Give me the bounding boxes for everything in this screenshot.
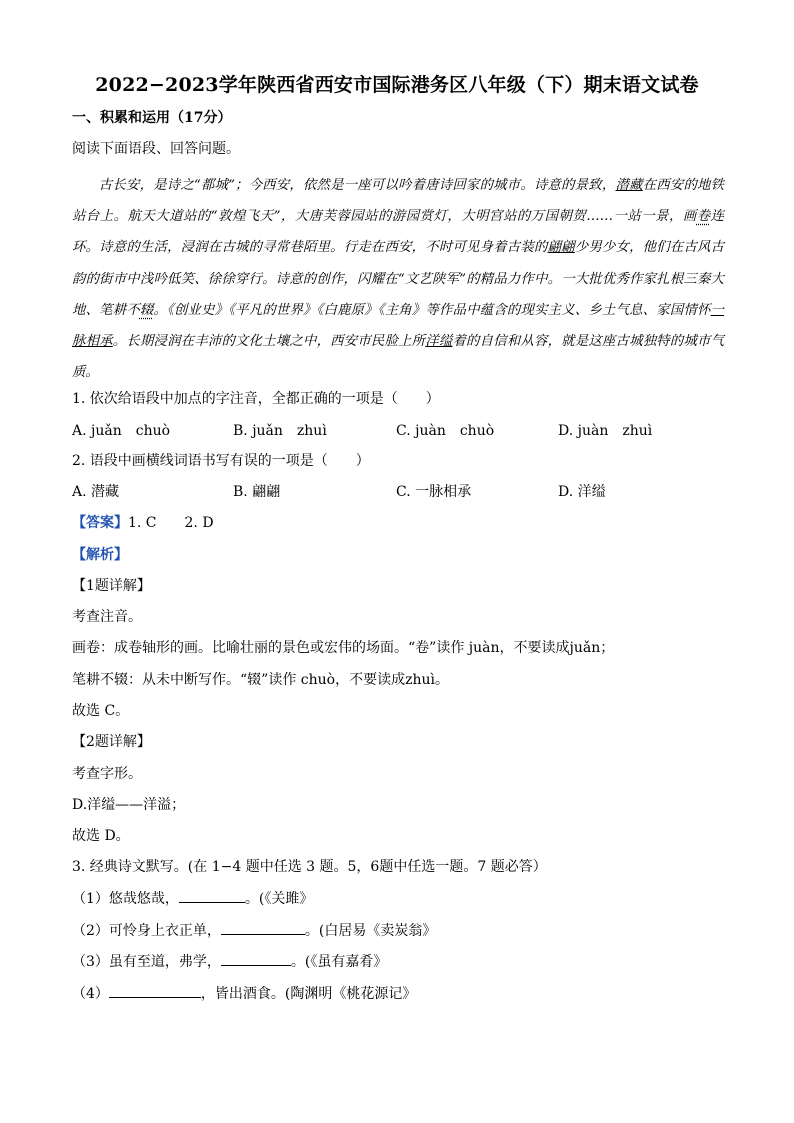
q3-item-text: （2）可怜身上衣正单， — [72, 923, 221, 939]
answer-blank[interactable] — [221, 951, 291, 966]
q1-option-d: D. juàn zhuì — [558, 423, 653, 439]
passage-text: 在西安的地铁站台上。航天大道站的“敦煌飞天”，大唐芙蓉园站的游园赏灯，大明宫站的万国朝贺……一站一景，画 — [72, 178, 725, 225]
answer-blank[interactable] — [221, 920, 305, 935]
detail-1-line: 笔耕不辍：从未中断写作。“辍”读作 chuò，不要读成zhuì。 — [72, 672, 449, 688]
passage-text: 连环。诗意的生活，浸润在古城的寻常巷陌里。行走在西安，不时可见身着古装的 — [72, 209, 724, 256]
q3-item-2 — [72, 920, 436, 941]
detail-1-line: 故选 C。 — [72, 703, 130, 719]
answer-tag: 【答案】 — [72, 515, 128, 531]
answer-text: 1. C 2. D — [128, 515, 214, 531]
q3-item-source: 。(《关雎》 — [244, 891, 314, 907]
q3-item-text: （1）悠哉悠哉， — [72, 891, 179, 907]
page-title: 2022−2023学年陕西省西安市国际港务区八年级（下）期末语文试卷 — [95, 74, 699, 96]
passage-text: 着的自信和从容，就是这座古城独特的城市气质。 — [72, 334, 725, 381]
q3-item-3 — [72, 951, 387, 972]
q1-option-c: C. juàn chuò — [396, 423, 495, 439]
detail-1-line: 考查注音。 — [72, 609, 142, 625]
section-heading: 一、积累和运用（17分） — [72, 110, 232, 126]
q1-option-a: A. juǎn chuò — [72, 423, 171, 439]
question-2-stem: 2. 语段中画横线词语书写有误的一项是（ ） — [72, 453, 370, 469]
q2-option-b: B. 翩翩 — [233, 484, 281, 500]
detail-2-line: 故选 D。 — [72, 828, 130, 844]
detail-2-line: D.洋缢——洋溢； — [72, 797, 186, 813]
detail-1-heading: 【1题详解】 — [72, 578, 151, 594]
q2-option-a: A. 潜藏 — [72, 484, 120, 500]
passage-text: 。《创业史》《平凡的世界》《白鹿原》《主角》等作品中蕴含的现实主义、乡土气息、家国情怀 — [153, 302, 711, 318]
q3-item-4 — [72, 983, 416, 1004]
instruction-text: 阅读下面语段、回答问题。 — [72, 141, 240, 157]
underlined-word: 潜藏 — [615, 178, 643, 193]
detail-2-heading: 【2题详解】 — [72, 734, 151, 750]
dotted-char: 卷 — [696, 209, 711, 225]
passage-text: 少男少女，他们在古风古韵的街市中浅吟低笑、徐徐穿行。诗意的创作，闪耀在“文艺陕军”的精品力作中。一大批优秀作家扎根三秦大地、笔耕不 — [72, 240, 725, 318]
detail-2-line: 考查字形。 — [72, 766, 142, 782]
passage-text: 古长安，是诗之“都城”；今西安，依然是一座可以吟着唐诗回家的城市。诗意的景致， — [98, 178, 616, 193]
underlined-word: 翩翩 — [547, 240, 575, 256]
q2-option-c: C. 一脉相承 — [396, 484, 472, 500]
question-3-stem: 3. 经典诗文默写。(在 1−4 题中任选 3 题。5，6题中任选一题。7 题必答） — [72, 859, 547, 875]
q1-option-b: B. juǎn zhuì — [233, 423, 327, 439]
q3-item-source: 。(白居易《卖炭翁》 — [304, 923, 437, 939]
detail-1-line: 画卷：成卷轴形的画。比喻壮丽的景色或宏伟的场面。“卷”读作 juàn，不要读成juǎn； — [72, 640, 615, 656]
q3-item-text: （4） — [72, 986, 109, 1002]
question-1-stem: 1. 依次给语段中加点的字注音，全都正确的一项是（ ） — [72, 391, 440, 407]
answer-blank[interactable] — [109, 983, 201, 998]
reading-passage — [72, 170, 724, 388]
answer-line — [72, 513, 214, 533]
dotted-char: 辍 — [139, 302, 154, 318]
q3-item-source: ，皆出酒食。(陶渊明《桃花源记》 — [200, 986, 417, 1002]
q2-option-d: D. 洋缢 — [558, 484, 606, 500]
underlined-word: 一脉相承 — [72, 302, 725, 350]
q3-item-1 — [72, 888, 313, 909]
answer-blank[interactable] — [179, 888, 245, 903]
q3-item-text: （3）虽有至道，弗学， — [72, 954, 221, 970]
q3-item-source: 。(《虽有嘉肴》 — [290, 954, 388, 970]
passage-text: 。长期浸润在丰沛的文化土壤之中，西安市民脸上所 — [112, 334, 426, 350]
underlined-word: 洋缢 — [425, 334, 453, 350]
analysis-tag: 【解析】 — [72, 547, 128, 563]
